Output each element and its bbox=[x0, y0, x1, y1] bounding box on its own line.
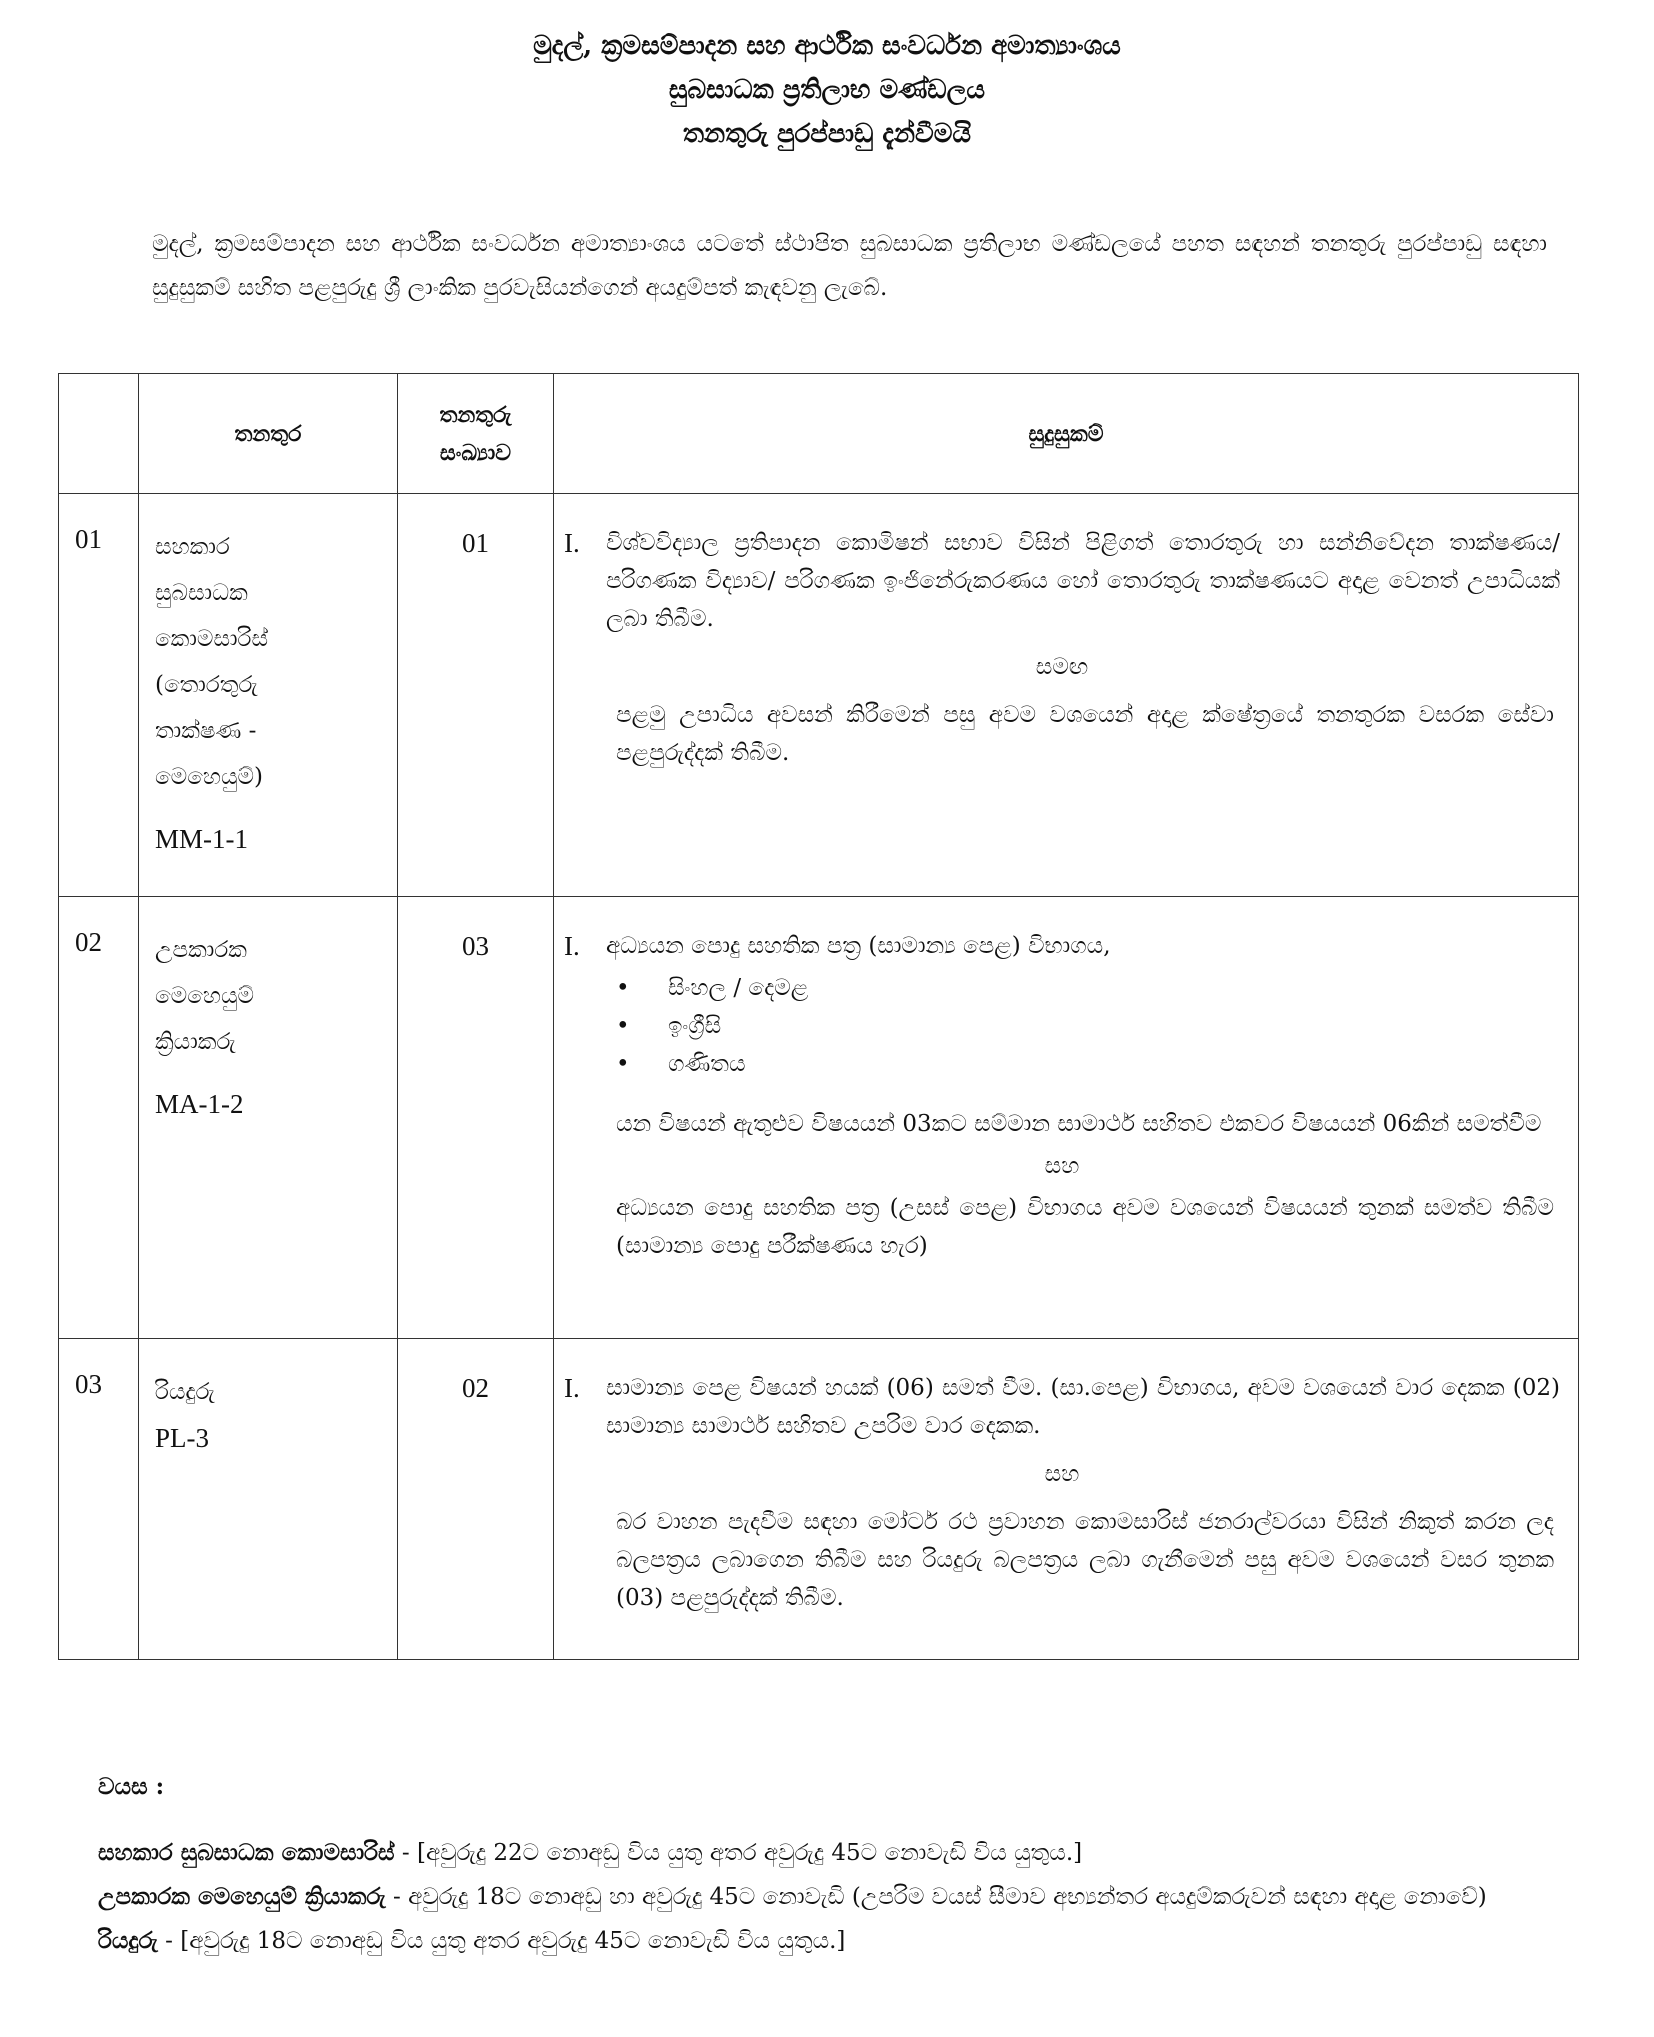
post-code: PL-3 bbox=[155, 1423, 209, 1453]
document-header bbox=[0, 24, 1654, 156]
header-number bbox=[59, 374, 139, 494]
roman-numeral: I. bbox=[564, 931, 580, 961]
post-code: MA-1-2 bbox=[155, 1089, 244, 1119]
qualification-mid: යන විෂයන් ඇතුළුව විෂයයන් 03කට සම්මාන සාමාර්ථ සහිතව එකවර විෂයයන් 06කින් සමත්වීම bbox=[616, 1111, 1542, 1137]
age-item bbox=[98, 1919, 1558, 1963]
post-line: සහකාර bbox=[155, 534, 230, 560]
table-row bbox=[59, 1339, 1579, 1660]
subject-name: ගණිතය bbox=[668, 1051, 746, 1077]
qualification-extra: පළමු උපාධිය අවසන් කිරීමෙන් පසු අවම වශයෙන් අදාළ ක්ෂේත්‍රයේ තනතුරක වසරක සේවා පළපුරුද්දක් තිබීම. bbox=[616, 702, 1554, 766]
post-line: මෙහෙයුම්) bbox=[155, 764, 264, 790]
bullet-icon: • bbox=[616, 975, 630, 1001]
ministry-title: මුදල්, ක්‍රමසම්පාදන සහ ආර්ථික සංවර්ධන අමාත්‍යාංශය bbox=[533, 31, 1121, 61]
qualification-extra: බර වාහන පැදවීම සඳහා මෝටර් රථ ප්‍රවාහන කොමසාරිස් ජනරාල්වරයා විසින් නිකුත් කරන ලද බලපත්‍රය ලබාගෙන තිබීම සහ රියදුරු බලපත්‍රය ලබා ගැනීමෙන් පසු අවම වශයෙන් වසර තුනක (03) පළපුරුද්දක් තිබීම. bbox=[616, 1509, 1554, 1611]
bullet-icon: • bbox=[616, 1013, 630, 1039]
qualification-extra: අධ්‍යයන පොදු සහතික පත්‍ර (උසස් පෙළ) විභාගය අවම වශයෙන් විෂයයන් තුනක් සමත්ව තිබීම (සාමාන්‍ය පොදු පරීක්ෂණය හැර) bbox=[616, 1195, 1554, 1259]
age-heading: වයස : bbox=[98, 1773, 165, 1800]
age-rule: - අවුරුදු 18ට නොඅඩු හා අවුරුදු 45ට නොවැඩි (උපරිම වයස් සීමාව අභ්‍යන්තර අයදුම්කරුවන් සඳහා අදාළ නොවේ) bbox=[385, 1884, 1487, 1910]
post-line: (තොරතුරු bbox=[155, 672, 258, 698]
table-row bbox=[59, 897, 1579, 1339]
and-connector: සහ bbox=[1044, 1153, 1080, 1179]
and-connector: සහ bbox=[1044, 1461, 1080, 1487]
header-qualifications: සුදුසුකම් bbox=[554, 374, 1579, 494]
post-line: උපකාරක bbox=[155, 937, 247, 963]
age-post: රියදුරු bbox=[98, 1927, 158, 1954]
row-number: 03 bbox=[59, 1339, 139, 1660]
post-line: රියදුරු bbox=[155, 1379, 215, 1405]
list-item bbox=[616, 969, 1560, 1007]
age-item bbox=[98, 1831, 1558, 1875]
age-item bbox=[98, 1875, 1558, 1919]
post-cell bbox=[139, 1339, 398, 1660]
post-line: තාක්ෂණ - bbox=[155, 718, 257, 744]
notice-title: තනතුරු පුරප්පාඩු දැන්වීමයි bbox=[682, 119, 972, 149]
qualification-main: සාමාන්‍ය පෙළ විෂයන් හයක් (06) සමත් වීම. (සා.පෙළ) විභාගය, අවම වශයෙන් වාර දෙකක (02) සාමාන්‍ය සාමාර්ථ සහිතව උපරිම වාර දෙකක. bbox=[606, 1375, 1560, 1439]
table-row bbox=[59, 494, 1579, 897]
post-cell bbox=[139, 494, 398, 897]
header-count-line1: තනතුරු bbox=[439, 401, 512, 428]
qualification-main: විශ්වවිද්‍යාල ප්‍රතිපාදන කොමිෂන් සභාව විසින් පිළිගත් තොරතුරු හා සන්නිවේදන තාක්ෂණය/ පරිගණක විද්‍යාව/ පරිගණක ඉංජිනේරුකරණය හෝ තොරතුරු තාක්ෂණයට අදාළ වෙනත් උපාධියක් ලබා තිබීම. bbox=[606, 530, 1560, 632]
post-line: මෙහෙයුම් bbox=[155, 983, 255, 1009]
roman-numeral: I. bbox=[564, 1373, 580, 1403]
table-header-row bbox=[59, 374, 1579, 494]
qualifications-cell bbox=[554, 494, 1579, 897]
qualification-main: අධ්‍යයන පොදු සහතික පත්‍ර (සාමාන්‍ය පෙළ) විභාගය, bbox=[606, 933, 1111, 959]
subject-name: සිංහල / දෙමළ bbox=[668, 975, 809, 1001]
qualifications-cell bbox=[554, 897, 1579, 1339]
subject-list bbox=[616, 969, 1560, 1083]
post-line: ක්‍රියාකරු bbox=[155, 1029, 236, 1055]
age-rule: - [අවුරුදු 18ට නොඅඩු විය යුතු අතර අවුරුදු 45ට නොවැඩි විය යුතුය.] bbox=[157, 1928, 846, 1954]
age-section bbox=[98, 1765, 1558, 1963]
post-line: කොමසාරිස් bbox=[155, 626, 268, 652]
age-post: සහකාර සුබසාධක කොමසාරිස් bbox=[98, 1839, 395, 1866]
bullet-icon: • bbox=[616, 1051, 630, 1077]
roman-numeral: I. bbox=[564, 528, 580, 558]
post-cell bbox=[139, 897, 398, 1339]
list-item bbox=[616, 1045, 1560, 1083]
header-count-line2: සංඛ්‍යාව bbox=[439, 439, 512, 466]
row-number: 02 bbox=[59, 897, 139, 1339]
post-line: සුබසාධක bbox=[155, 580, 248, 606]
vacancy-count: 01 bbox=[398, 494, 554, 897]
post-code: MM-1-1 bbox=[155, 824, 248, 854]
vacancy-table bbox=[58, 373, 1579, 1660]
intro-paragraph: මුදල්, ක්‍රමසම්පාදන සහ ආර්ථික සංවර්ධන අමාත්‍යාංශය යටතේ ස්ථාපිත සුබසාධක ප්‍රතිලාභ මණ්ඩලයේ පහත සඳහන් තනතුරු පුරප්පාඩු සඳහා සුදුසුකම් සහිත පළපුරුදු ශ්‍රී ලාංකික පුරවැසියන්ගෙන් අයදුම්පත් කැඳවනු ලැබේ. bbox=[152, 231, 1547, 301]
age-post: උපකාරක මෙහෙයුම් ක්‍රියාකරු bbox=[98, 1883, 386, 1910]
qualifications-cell bbox=[554, 1339, 1579, 1660]
vacancy-count: 02 bbox=[398, 1339, 554, 1660]
subject-name: ඉංග්‍රීසි bbox=[668, 1013, 722, 1039]
list-item bbox=[616, 1007, 1560, 1045]
age-rule: - [අවුරුදු 22ට නොඅඩු විය යුතු අතර අවුරුදු 45ට නොවැඩි විය යුතුය.] bbox=[394, 1840, 1083, 1866]
board-title: සුබසාධක ප්‍රතිලාභ මණ්ඩලය bbox=[668, 75, 986, 105]
row-number: 01 bbox=[59, 494, 139, 897]
header-post: තනතුර bbox=[139, 374, 398, 494]
and-connector: සමඟ bbox=[1035, 654, 1089, 680]
header-count bbox=[398, 374, 554, 494]
vacancy-count: 03 bbox=[398, 897, 554, 1339]
